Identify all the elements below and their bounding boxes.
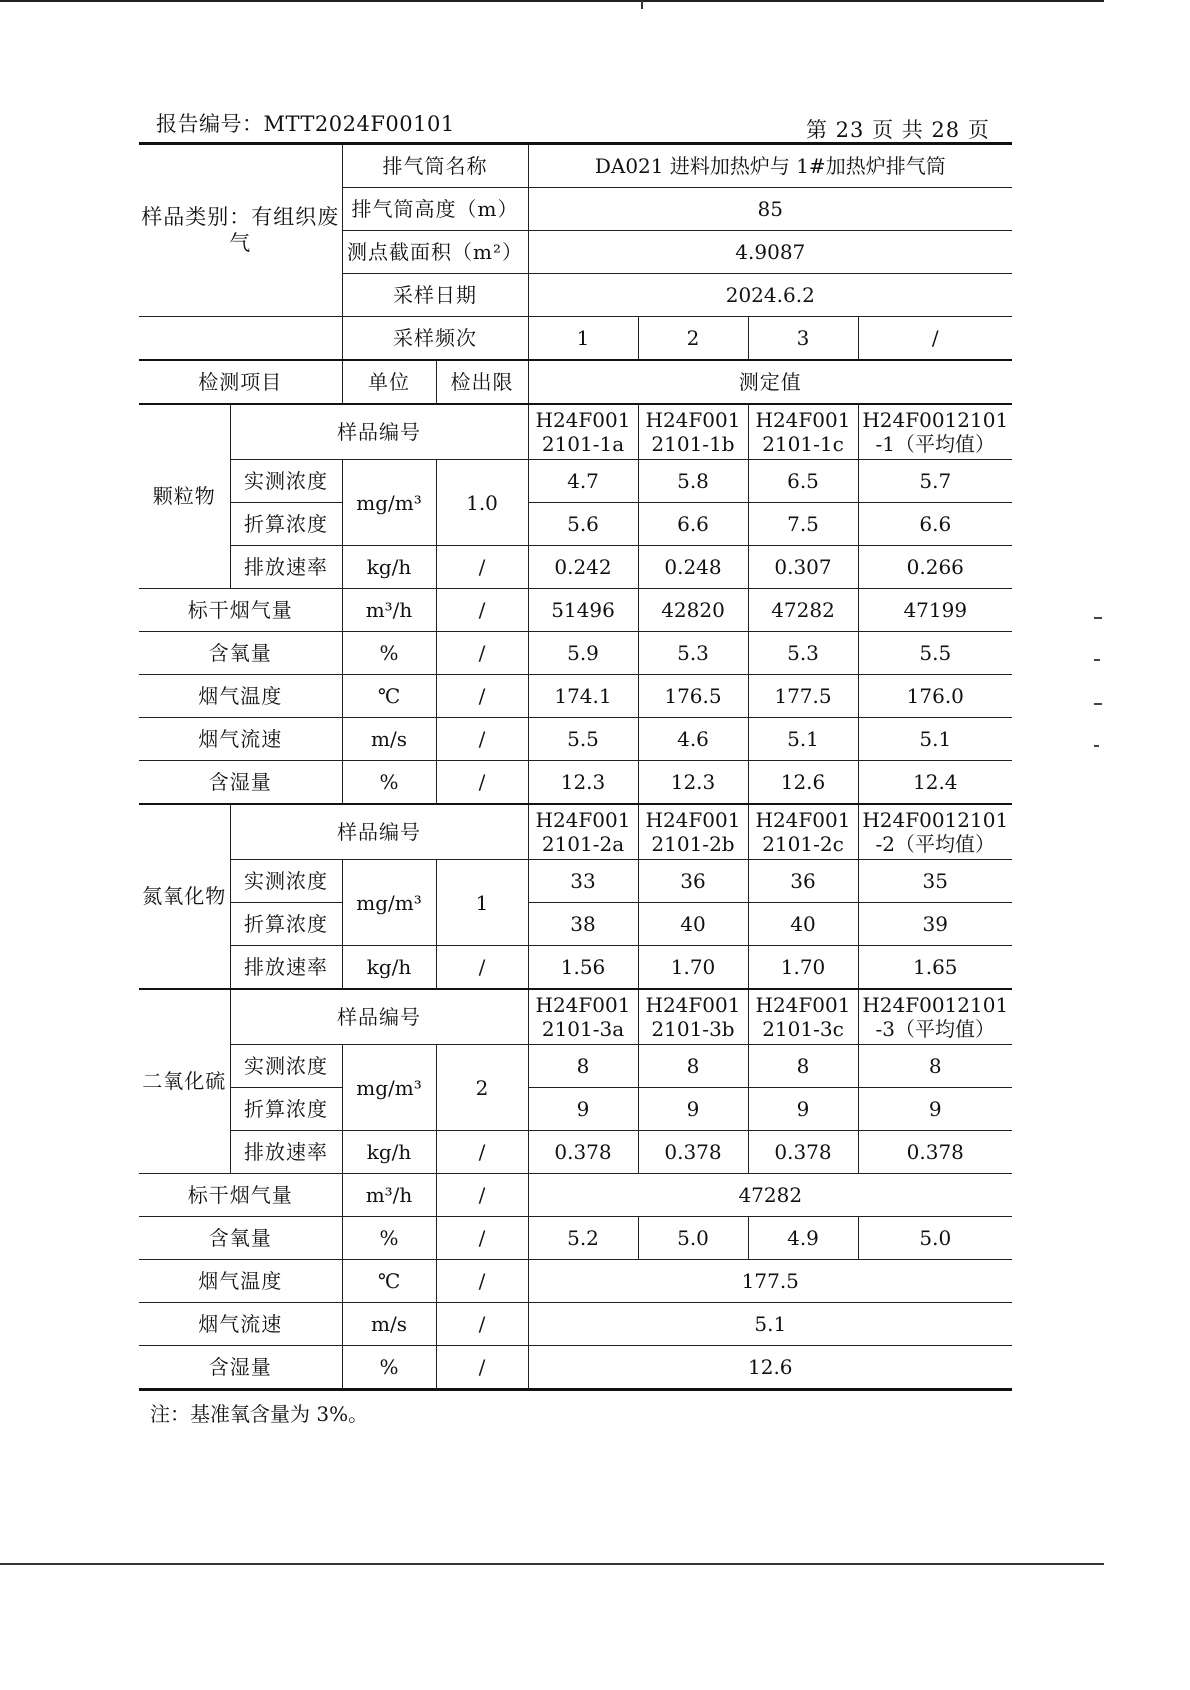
unit-cell: %	[342, 632, 436, 675]
limit-cell: /	[436, 675, 528, 718]
sample-id: H24F0012101 -2（平均值）	[858, 804, 1012, 860]
value-cell: 33	[528, 860, 638, 903]
limit-cell: /	[436, 1346, 528, 1390]
value-cell: 5.1	[528, 1303, 1012, 1346]
sample-id: H24F001 2101-2b	[638, 804, 748, 860]
row-label: 折算浓度	[230, 503, 342, 546]
limit-cell: /	[436, 1131, 528, 1174]
limit-cell: /	[436, 761, 528, 805]
blank-cell	[139, 317, 342, 361]
value-cell: 12.6	[528, 1346, 1012, 1390]
value-cell: 12.6	[748, 761, 858, 805]
value-cell: 176.0	[858, 675, 1012, 718]
column-header-measured: 测定值	[528, 360, 1012, 404]
row-label: 折算浓度	[230, 903, 342, 946]
value-cell: 7.5	[748, 503, 858, 546]
value-cell: 0.266	[858, 546, 1012, 589]
row-label: 实测浓度	[230, 460, 342, 503]
value-cell: 35	[858, 860, 1012, 903]
value-cell: 1.70	[638, 946, 748, 990]
value-cell: 5.8	[638, 460, 748, 503]
value-cell: 9	[748, 1088, 858, 1131]
limit-cell: /	[436, 718, 528, 761]
value-cell: 36	[638, 860, 748, 903]
value-cell: 40	[638, 903, 748, 946]
info-row-frequency	[139, 317, 1012, 361]
particulate-label: 颗粒物	[139, 404, 230, 589]
value-cell: 1.65	[858, 946, 1012, 990]
info-label: 排气筒名称	[342, 144, 528, 188]
frequency-label: 采样频次	[342, 317, 528, 361]
value-cell: 51496	[528, 589, 638, 632]
value-cell: 47199	[858, 589, 1012, 632]
sample-id-label: 样品编号	[230, 404, 528, 460]
value-cell: 5.7	[858, 460, 1012, 503]
sample-id-label: 样品编号	[230, 989, 528, 1045]
unit-cell: %	[342, 1346, 436, 1390]
param-label: 含湿量	[139, 761, 342, 805]
page-top-tick	[641, 0, 643, 9]
sample-type-label: 样品类别：有组织废气	[139, 144, 342, 317]
unit-cell: kg/h	[342, 546, 436, 589]
nox-sample-row	[139, 804, 1012, 860]
value-cell: 6.5	[748, 460, 858, 503]
value-cell: 0.378	[858, 1131, 1012, 1174]
unit-cell: m³/h	[342, 589, 436, 632]
param-label: 标干烟气量	[139, 589, 342, 632]
limit-cell: /	[436, 589, 528, 632]
value-cell: 5.3	[638, 632, 748, 675]
nox-label: 氮氧化物	[139, 804, 230, 989]
sample-id: H24F001 2101-2c	[748, 804, 858, 860]
value-cell: 5.9	[528, 632, 638, 675]
limit-cell: /	[436, 946, 528, 990]
stack-height-value: 85	[528, 188, 1012, 231]
sample-id: H24F001 2101-1c	[748, 404, 858, 460]
value-cell: 12.3	[528, 761, 638, 805]
value-cell: 0.378	[638, 1131, 748, 1174]
column-header-limit: 检出限	[436, 360, 528, 404]
value-cell: 177.5	[748, 675, 858, 718]
info-row-name	[139, 144, 1012, 188]
unit-cell: m³/h	[342, 1174, 436, 1217]
param-label: 烟气温度	[139, 675, 342, 718]
value-cell: 0.248	[638, 546, 748, 589]
value-cell: 0.378	[528, 1131, 638, 1174]
so2-rate-row	[139, 1131, 1012, 1174]
so2-converted-row	[139, 1088, 1012, 1131]
value-cell: 8	[528, 1045, 638, 1088]
value-cell: 1.70	[748, 946, 858, 990]
param-label: 含湿量	[139, 1346, 342, 1390]
row-label: 实测浓度	[230, 860, 342, 903]
param-label: 烟气流速	[139, 718, 342, 761]
value-cell: 8	[638, 1045, 748, 1088]
value-cell: 5.2	[528, 1217, 638, 1260]
frequency-value: /	[858, 317, 1012, 361]
value-cell: 47282	[528, 1174, 1012, 1217]
column-header-item: 检测项目	[139, 360, 342, 404]
row-label: 排放速率	[230, 1131, 342, 1174]
param2-row-temperature	[139, 1260, 1012, 1303]
sample-id: H24F001 2101-2a	[528, 804, 638, 860]
value-cell: 6.6	[638, 503, 748, 546]
unit-cell: ℃	[342, 1260, 436, 1303]
value-cell: 38	[528, 903, 638, 946]
column-header-row	[139, 360, 1012, 404]
value-cell: 8	[858, 1045, 1012, 1088]
unit-cell: %	[342, 1217, 436, 1260]
unit-cell: m/s	[342, 1303, 436, 1346]
sample-id: H24F0012101 -3（平均值）	[858, 989, 1012, 1045]
sample-id: H24F0012101 -1（平均值）	[858, 404, 1012, 460]
param-row-oxygen	[139, 632, 1012, 675]
param-label: 烟气温度	[139, 1260, 342, 1303]
param2-row-moisture	[139, 1346, 1012, 1390]
value-cell: 12.3	[638, 761, 748, 805]
unit-cell: kg/h	[342, 1131, 436, 1174]
sample-id: H24F001 2101-3a	[528, 989, 638, 1045]
limit-cell: /	[436, 1174, 528, 1217]
limit-cell: /	[436, 1303, 528, 1346]
value-cell: 176.5	[638, 675, 748, 718]
frequency-value: 1	[528, 317, 638, 361]
row-label: 排放速率	[230, 546, 342, 589]
info-label: 测点截面积（m²）	[342, 231, 528, 274]
value-cell: 1.56	[528, 946, 638, 990]
value-cell: 0.242	[528, 546, 638, 589]
value-cell: 42820	[638, 589, 748, 632]
value-cell: 5.0	[858, 1217, 1012, 1260]
param-label: 含氧量	[139, 632, 342, 675]
row-label: 折算浓度	[230, 1088, 342, 1131]
param-label: 含氧量	[139, 1217, 342, 1260]
emission-test-table	[139, 142, 1012, 1391]
value-cell: 5.5	[858, 632, 1012, 675]
unit-cell: ℃	[342, 675, 436, 718]
row-label: 排放速率	[230, 946, 342, 990]
param-row-velocity	[139, 718, 1012, 761]
seal-margin-marks	[1094, 617, 1104, 782]
param2-row-velocity	[139, 1303, 1012, 1346]
value-cell: 8	[748, 1045, 858, 1088]
sample-id-label: 样品编号	[230, 804, 528, 860]
so2-measured-row	[139, 1045, 1012, 1088]
limit-cell: /	[436, 1217, 528, 1260]
param2-row-oxygen	[139, 1217, 1012, 1260]
frequency-value: 2	[638, 317, 748, 361]
sample-id: H24F001 2101-1a	[528, 404, 638, 460]
value-cell: 4.7	[528, 460, 638, 503]
so2-label: 二氧化硫	[139, 989, 230, 1174]
value-cell: 47282	[748, 589, 858, 632]
particulate-sample-row	[139, 404, 1012, 460]
frequency-value: 3	[748, 317, 858, 361]
limit-cell: /	[436, 632, 528, 675]
value-cell: 0.307	[748, 546, 858, 589]
unit-cell: mg/m³	[342, 460, 436, 546]
value-cell: 5.5	[528, 718, 638, 761]
value-cell: 39	[858, 903, 1012, 946]
param-row-moisture	[139, 761, 1012, 805]
value-cell: 40	[748, 903, 858, 946]
value-cell: 4.6	[638, 718, 748, 761]
limit-cell: /	[436, 546, 528, 589]
info-label: 排气筒高度（m）	[342, 188, 528, 231]
param-row-temperature	[139, 675, 1012, 718]
row-label: 实测浓度	[230, 1045, 342, 1088]
nox-rate-row	[139, 946, 1012, 990]
particulate-measured-row	[139, 460, 1012, 503]
nox-measured-row	[139, 860, 1012, 903]
sample-id: H24F001 2101-3c	[748, 989, 858, 1045]
value-cell: 5.1	[748, 718, 858, 761]
value-cell: 6.6	[858, 503, 1012, 546]
section-area-value: 4.9087	[528, 231, 1012, 274]
value-cell: 0.378	[748, 1131, 858, 1174]
limit-cell: 1	[436, 860, 528, 946]
sample-id: H24F001 2101-3b	[638, 989, 748, 1045]
unit-cell: %	[342, 761, 436, 805]
value-cell: 36	[748, 860, 858, 903]
nox-converted-row	[139, 903, 1012, 946]
limit-cell: 1.0	[436, 460, 528, 546]
param-label: 烟气流速	[139, 1303, 342, 1346]
unit-cell: m/s	[342, 718, 436, 761]
param-label: 标干烟气量	[139, 1174, 342, 1217]
so2-sample-row	[139, 989, 1012, 1045]
value-cell: 177.5	[528, 1260, 1012, 1303]
stack-name-value: DA021 进料加热炉与 1#加热炉排气筒	[528, 144, 1012, 188]
value-cell: 174.1	[528, 675, 638, 718]
value-cell: 12.4	[858, 761, 1012, 805]
value-cell: 9	[858, 1088, 1012, 1131]
value-cell: 5.3	[748, 632, 858, 675]
value-cell: 5.1	[858, 718, 1012, 761]
page-bottom-border	[0, 1563, 1104, 1565]
table-note: 注：基准氧含量为 3%。	[150, 1402, 369, 1426]
param-row-flow	[139, 589, 1012, 632]
sampling-date-value: 2024.6.2	[528, 274, 1012, 317]
value-cell: 4.9	[748, 1217, 858, 1260]
unit-cell: mg/m³	[342, 860, 436, 946]
limit-cell: 2	[436, 1045, 528, 1131]
page-top-border	[0, 0, 1104, 2]
particulate-rate-row	[139, 546, 1012, 589]
value-cell: 9	[528, 1088, 638, 1131]
value-cell: 9	[638, 1088, 748, 1131]
sample-id: H24F001 2101-1b	[638, 404, 748, 460]
param2-row-flow	[139, 1174, 1012, 1217]
value-cell: 5.0	[638, 1217, 748, 1260]
report-number: 报告编号：MTT2024F00101	[156, 112, 455, 136]
unit-cell: mg/m³	[342, 1045, 436, 1131]
page-number: 第 23 页 共 28 页	[806, 118, 990, 142]
value-cell: 5.6	[528, 503, 638, 546]
info-label: 采样日期	[342, 274, 528, 317]
particulate-converted-row	[139, 503, 1012, 546]
limit-cell: /	[436, 1260, 528, 1303]
unit-cell: kg/h	[342, 946, 436, 990]
column-header-unit: 单位	[342, 360, 436, 404]
